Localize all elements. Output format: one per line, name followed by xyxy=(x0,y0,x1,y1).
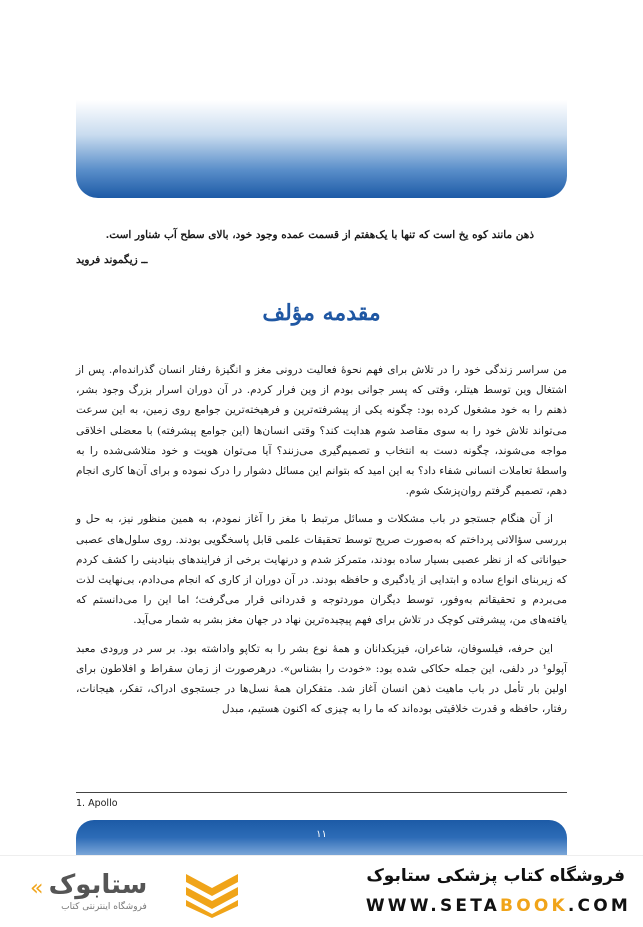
book-logo-icon xyxy=(180,868,244,918)
epigraph-author: ــ زیگموند فروید xyxy=(76,254,148,266)
paragraph: این حرفه، فیلسوفان، شاعران، فیزیکدانان و همهٔ نوع بشر را به تکاپو واداشته بود. بر سر در ورودی معبد آپولو¹ در دلفی، این جمله حکاکی شده بود: «خودت را بشناس». درهرصورت از زمان سقراط و افلاطون برای اولین بار تأمل در باب ماهیت ذهن انسان آغاز شد. متفکران همهٔ نسل‌ها در جستجوی ادراک، تفکر، هیجانات، رفتار، حافظه و قدرت خلاقیتی بوده‌اند که ما را به چیزی که اکنون هستیم، مبدل xyxy=(76,642,567,716)
footnote: 1. Apollo xyxy=(76,798,118,809)
url-prefix: WWW.SETA xyxy=(365,896,501,916)
logo-tagline: فروشگاه اینترنتی کتاب xyxy=(61,902,147,912)
store-title: فروشگاه کتاب پزشکی ستابوک xyxy=(366,866,625,886)
chapter-title: مقدمه مؤلف xyxy=(262,300,381,326)
chevrons-icon: « xyxy=(30,876,44,901)
paragraph: من سراسر زندگی خود را در تلاش برای فهم نحوهٔ فعالیت درونی مغز و انگیزهٔ رفتار انسان گذرانده‌ام. پس از اشتغال وین توسط هیتلر، وقتی که پسر جوانی بودم از وین فرار کردم. در آن دوران اسرار بزرگ وجود بشر، ذهنم را به خود مشغول کرده بود: چگونه یکی از پیشرفته‌ترین و فرهیخته‌ترین جوامع روی زمین، به این سرعت می‌تواند تلاش خود را به سوی مقاصد شوم هدایت کند؟ وقتی انسان‌ها (این جوامع پیشرفته) با معضلی اخلاقی مواجه می‌شوند، چگونه دست به انتخاب و تصمیم‌گیری می‌زنند؟ آیا می‌توان هویت و خود متلاشی‌شده را به واسطهٔ تعاملات انسانی شفاء داد؟ به این امید که بتوانم این مسائل دشوار را درک نموده و برای آن‌ها کاری انجام دهم، تصمیم گرفتم روان‌پزشک شوم. xyxy=(76,364,567,498)
store-url[interactable] xyxy=(366,896,631,916)
logo-wordmark: ستابوک xyxy=(48,870,148,900)
footnote-divider xyxy=(76,792,567,793)
body-text xyxy=(76,360,567,727)
store-watermark xyxy=(0,855,643,927)
url-suffix: .COM xyxy=(567,896,631,916)
url-accent: BOOK xyxy=(500,896,568,916)
page-number: ۱۱ xyxy=(316,829,327,840)
header-banner xyxy=(76,40,567,198)
epigraph-quote: ذهن مانند کوه یخ است که تنها با یک‌هفتم از قسمت عمده وجود خود، بالای سطح آب شناور است. xyxy=(105,229,534,241)
footer-banner xyxy=(76,820,567,855)
paragraph: از آن هنگام جستجو در باب مشکلات و مسائل مرتبط با مغز را آغاز نمودم، به همین منظور نیز، به حل و بررسی سؤالاتی پرداختم که به‌صورت صریح توسط تحقیقات علمی قابل پاسخگویی بودند. روی سلول‌های عصبی حیواناتی که از نظر عصبی بسیار ساده بودند، متمرکز شدم و درنهایت برخی از فرایندهای بنیادینی را کشف کردم که زیربنای انواع ساده و ابتدایی از یادگیری و حافظه بودند. در آن دوران از کاری که انجام می‌دادم، بی‌نهایت لذت می‌بردم و تحقیقاتم به‌وفور، توسط دیگران موردتوجه و قدردانی قرار می‌گرفت؛ اما این را می‌دانستم که یافته‌های من، پیشرفتی کوچک در تلاش برای فهم پیچیده‌ترین نهاد در جهان مغز بشر به شمار می‌آید. xyxy=(76,513,567,627)
